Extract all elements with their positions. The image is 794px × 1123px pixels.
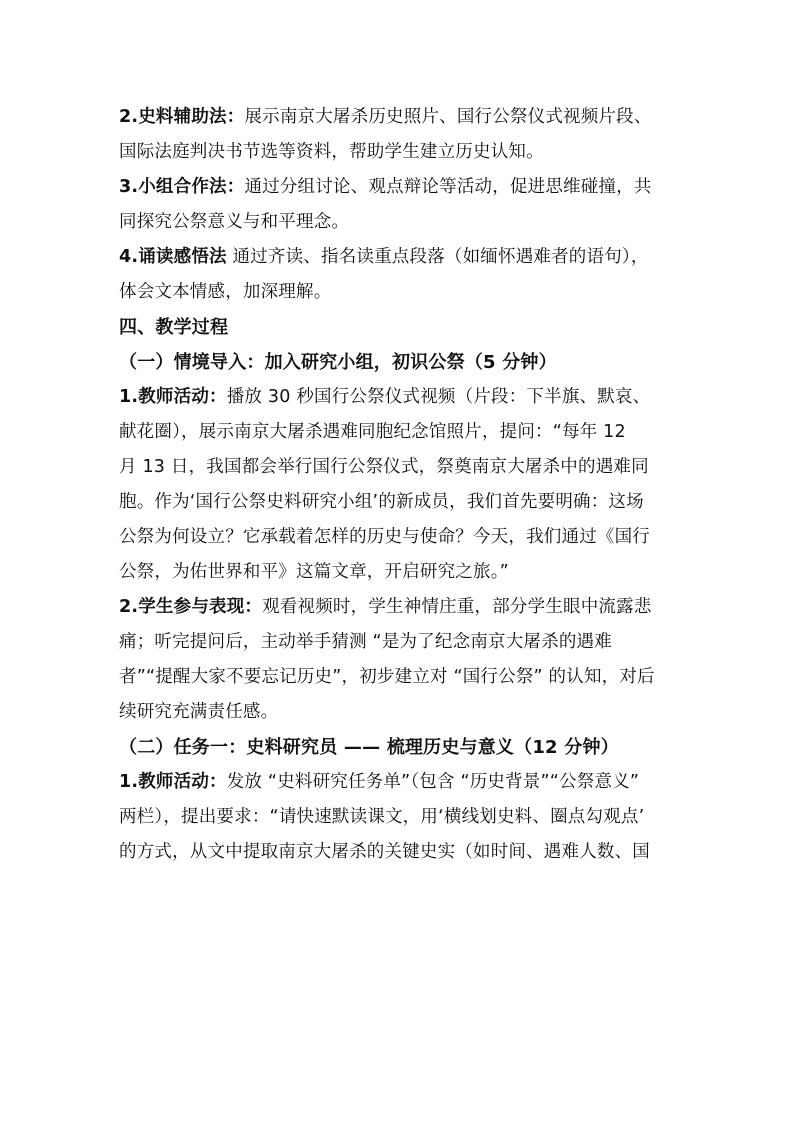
document-body [119, 100, 689, 870]
paragraph-text: 通过分组讨论、观点辩论等活动，促进思维碰撞，共 [244, 177, 652, 197]
paragraph-line: 献花圈），展示南京大屠杀遇难同胞纪念馆照片，提问：“每年 12 [119, 422, 626, 442]
paragraph-line [119, 240, 689, 275]
paragraph-text: 通过齐读、指名读重点段落（如缅怀遇难者的语句）， [226, 247, 649, 267]
paragraph-line [119, 765, 689, 800]
paragraph-text: 发放 “史料研究任务单”（包含 “历史背景”“公祭意义” [226, 772, 640, 792]
paragraph-label: 3.小组合作法： [119, 177, 245, 197]
paragraph-label: 1.教师活动： [119, 387, 227, 407]
paragraph-text: 播放 30 秒国行公祭仪式视频（片段：下半旗、默哀、 [226, 387, 651, 407]
paragraph-line: 的方式，从文中提取南京大屠杀的关键史实（如时间、遇难人数、国 [119, 842, 650, 862]
paragraph-label: 2.史料辅助法： [119, 107, 245, 127]
paragraph-line: 月 13 日，我国都会举行国行公祭仪式，祭奠南京大屠杀中的遇难同 [119, 457, 649, 477]
paragraph-line: 者”“提醒大家不要忘记历史”，初步建立对 “国行公祭” 的认知，对后 [119, 667, 655, 687]
paragraph-line [119, 590, 689, 625]
paragraph-line [119, 170, 689, 205]
subsection-heading: （一）情境导入：加入研究小组，初识公祭（5 分钟） [119, 352, 557, 373]
paragraph-line: 国际法庭判决书节选等资料，帮助学生建立历史认知。 [119, 142, 544, 162]
paragraph-line: 胞。作为‘国行公祭史料研究小组’的新成员，我们首先要明确：这场 [119, 492, 644, 512]
subsection-heading: （二）任务一：史料研究员 —— 梳理历史与意义（12 分钟） [119, 737, 619, 758]
paragraph-label: 1.教师活动： [119, 772, 227, 792]
paragraph-line: 两栏），提出要求：“请快速默读课文，用‘横线划史料、圈点勾观点’ [119, 807, 645, 827]
paragraph-line: 公祭，为佑世界和平》这篇文章，开启研究之旅。” [119, 562, 509, 582]
paragraph-text: 观看视频时，学生神情庄重，部分学生眼中流露悲 [262, 597, 652, 617]
paragraph-line: 续研究充满责任感。 [119, 702, 279, 722]
paragraph-text: 展示南京大屠杀历史照片、国行公祭仪式视频片段、 [244, 107, 652, 127]
section-heading: 四、教学过程 [119, 317, 229, 338]
paragraph-line: 痛；听完提问后，主动举手猜测 “是为了纪念南京大屠杀的遇难 [119, 632, 612, 652]
paragraph-line [119, 380, 689, 415]
paragraph-line: 公祭为何设立？它承载着怎样的历史与使命？今天，我们通过《国行 [119, 527, 650, 547]
paragraph-label: 2.学生参与表现： [119, 597, 263, 617]
paragraph-line [119, 100, 689, 135]
paragraph-line: 同探究公祭意义与和平理念。 [119, 212, 350, 232]
paragraph-line: 体会文本情感，加深理解。 [119, 282, 332, 302]
paragraph-label: 4.诵读感悟法 [119, 247, 227, 267]
